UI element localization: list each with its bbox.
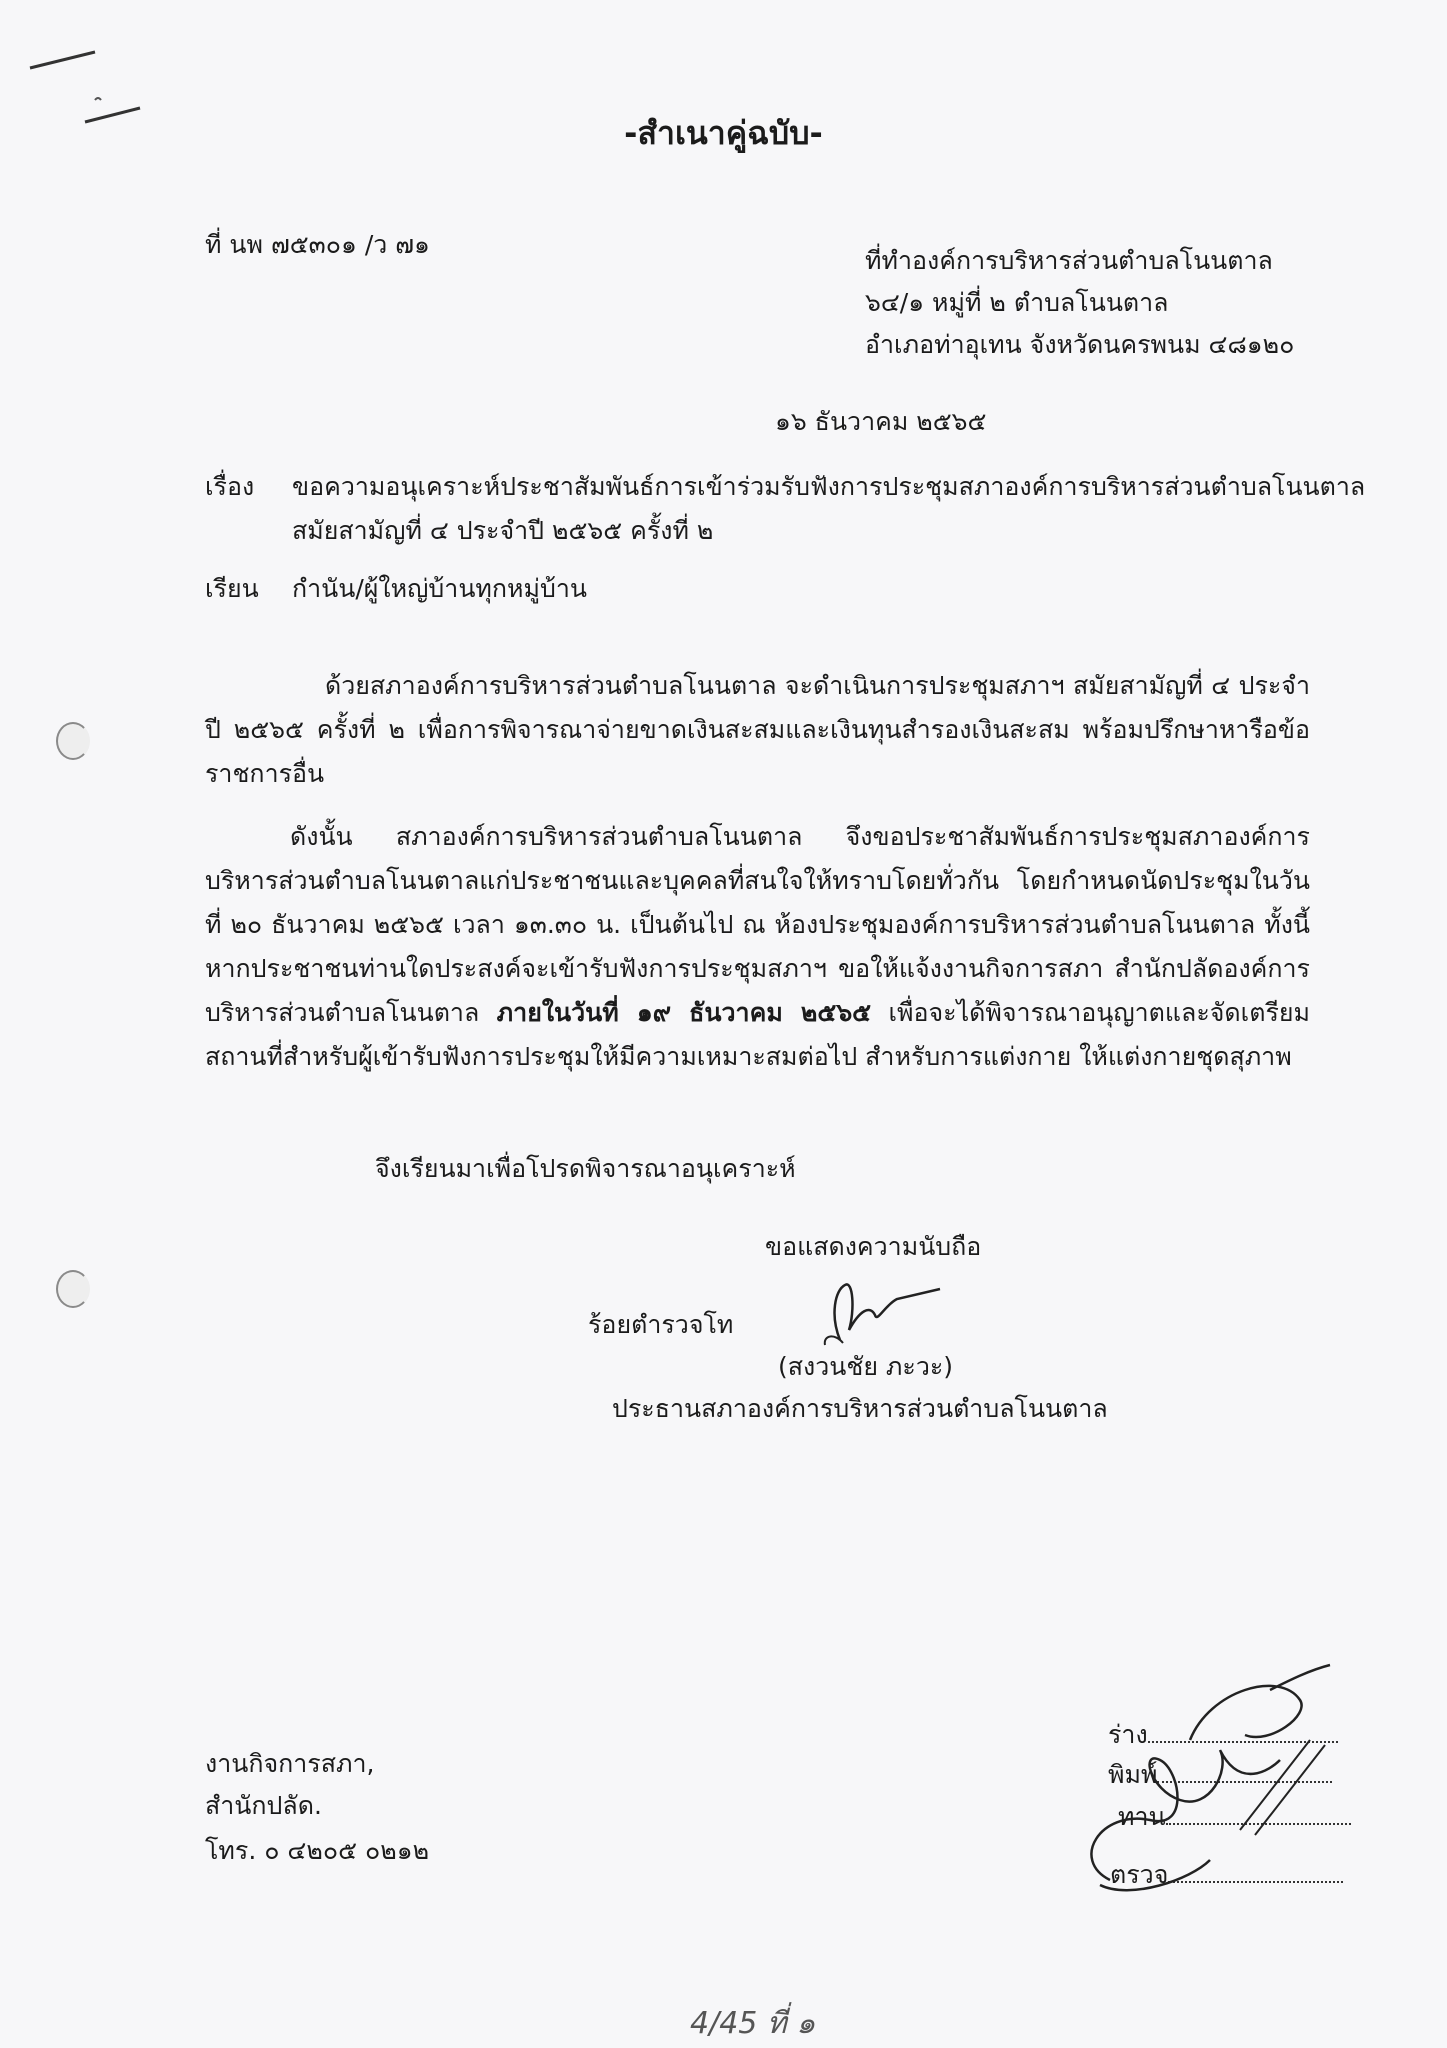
signer-position: ประธานสภาองค์การบริหารส่วนตำบลโนนตาล xyxy=(612,1394,1108,1423)
deadline-text: ภายในวันที่ ๑๙ ธันวาคม ๒๕๖๕ xyxy=(496,998,872,1027)
address-line-3: อำเภอท่าอุเทน จังหวัดนครพนม ๔๘๑๒๐ xyxy=(865,330,1295,359)
approval-checked-1-label: ทาน xyxy=(1118,1802,1166,1831)
approval-typed-label: พิมพ์ xyxy=(1108,1760,1158,1789)
closing-line: จึงเรียนมาเพื่อโปรดพิจารณาอนุเคราะห์ xyxy=(375,1154,796,1183)
signer-name: (สงวนชัย ภะวะ) xyxy=(778,1352,954,1381)
recipient-label: เรียน xyxy=(205,574,259,603)
document-date: ๑๖ ธันวาคม ๒๕๖๕ xyxy=(775,407,987,436)
footer-department-2: สำนักปลัด. xyxy=(205,1791,322,1820)
reference-number: ที่ นพ ๗๕๓๐๑ /ว ๗๑ xyxy=(205,230,430,259)
address-line-1: ที่ทำองค์การบริหารส่วนตำบลโนนตาล xyxy=(865,246,1273,275)
punch-hole-bottom xyxy=(56,1270,90,1308)
approval-checked-2-label: ตรวจ xyxy=(1110,1860,1169,1889)
body-paragraph-1 xyxy=(205,664,1310,796)
document-header: -สำเนาคู่ฉบับ- xyxy=(624,114,823,152)
subject-line-1: ขอความอนุเคราะห์ประชาสัมพันธ์การเข้าร่วมรับฟังการประชุมสภาองค์การบริหารส่วนตำบลโนนตาล xyxy=(292,472,1366,501)
signature-scribble xyxy=(815,1275,955,1355)
subject-label: เรื่อง xyxy=(205,472,255,501)
regards-text: ขอแสดงความนับถือ xyxy=(765,1232,982,1261)
page-note: 4/45 ที่ ๑ xyxy=(690,2006,816,2041)
footer-phone: โทร. ๐ ๔๒๐๕ ๐๒๑๒ xyxy=(205,1836,430,1865)
signer-rank: ร้อยตำรวจโท xyxy=(588,1310,734,1339)
paragraph-2-text-a: ดังนั้น สภาองค์การบริหารส่วนตำบลโนนตาล จึงขอประชาสัมพันธ์การประชุมสภาองค์การบริหารส่วนตำบลโนนตาลแก่ประชาชนและบุคคลที่สนใจให้ทราบโดยทั่วกัน โดยกำหนดนัดประชุมในวันที่ ๒๐ ธันวาคม ๒๕๖๕ เวลา ๑๓.๓๐ น. เป็นต้นไป ณ ห้องประชุมองค์การบริหารส่วนตำบลโนนตาล ทั้งนี้ หากประชาชนท่านใดประสงค์จะเข้ารับฟังการประชุมสภาฯ ขอให้แจ้งงานกิจการสภา สำนักปลัดองค์การบริหารส่วนตำบลโนนตาล xyxy=(205,822,1310,1027)
punch-hole-top xyxy=(56,722,90,760)
recipient: กำนัน/ผู้ใหญ่บ้านทุกหมู่บ้าน xyxy=(292,574,587,603)
paragraph-2-text-b: เพื่อจะได้พิจารณาอนุญาตและจัดเตรียมสถานที่สำหรับผู้เข้ารับฟังการประชุมให้มีความเหมาะสมต่อไป สำหรับการแต่งกาย ให้แต่งกายชุดสุภาพ xyxy=(205,998,1310,1071)
subject-line-2: สมัยสามัญที่ ๔ ประจำปี ๒๕๖๕ ครั้งที่ ๒ xyxy=(292,516,714,545)
address-line-2: ๖๔/๑ หมู่ที่ ๒ ตำบลโนนตาล xyxy=(865,288,1169,317)
initials-scribble xyxy=(1070,1650,1370,1910)
footer-department-1: งานกิจการสภา, xyxy=(205,1749,375,1778)
body-paragraph-2 xyxy=(205,815,1310,1079)
approval-draft-label: ร่าง xyxy=(1108,1720,1148,1749)
paragraph-1-text: ด้วยสภาองค์การบริหารส่วนตำบลโนนตาล จะดำเนินการประชุมสภาฯ สมัยสามัญที่ ๔ ประจำปี ๒๕๖๕ ครั้งที่ ๒ เพื่อการพิจารณาจ่ายขาดเงินสะสมและเงินทุนสำรองเงินสะสม พร้อมปรึกษาหารือข้อราชการอื่น xyxy=(205,671,1310,788)
